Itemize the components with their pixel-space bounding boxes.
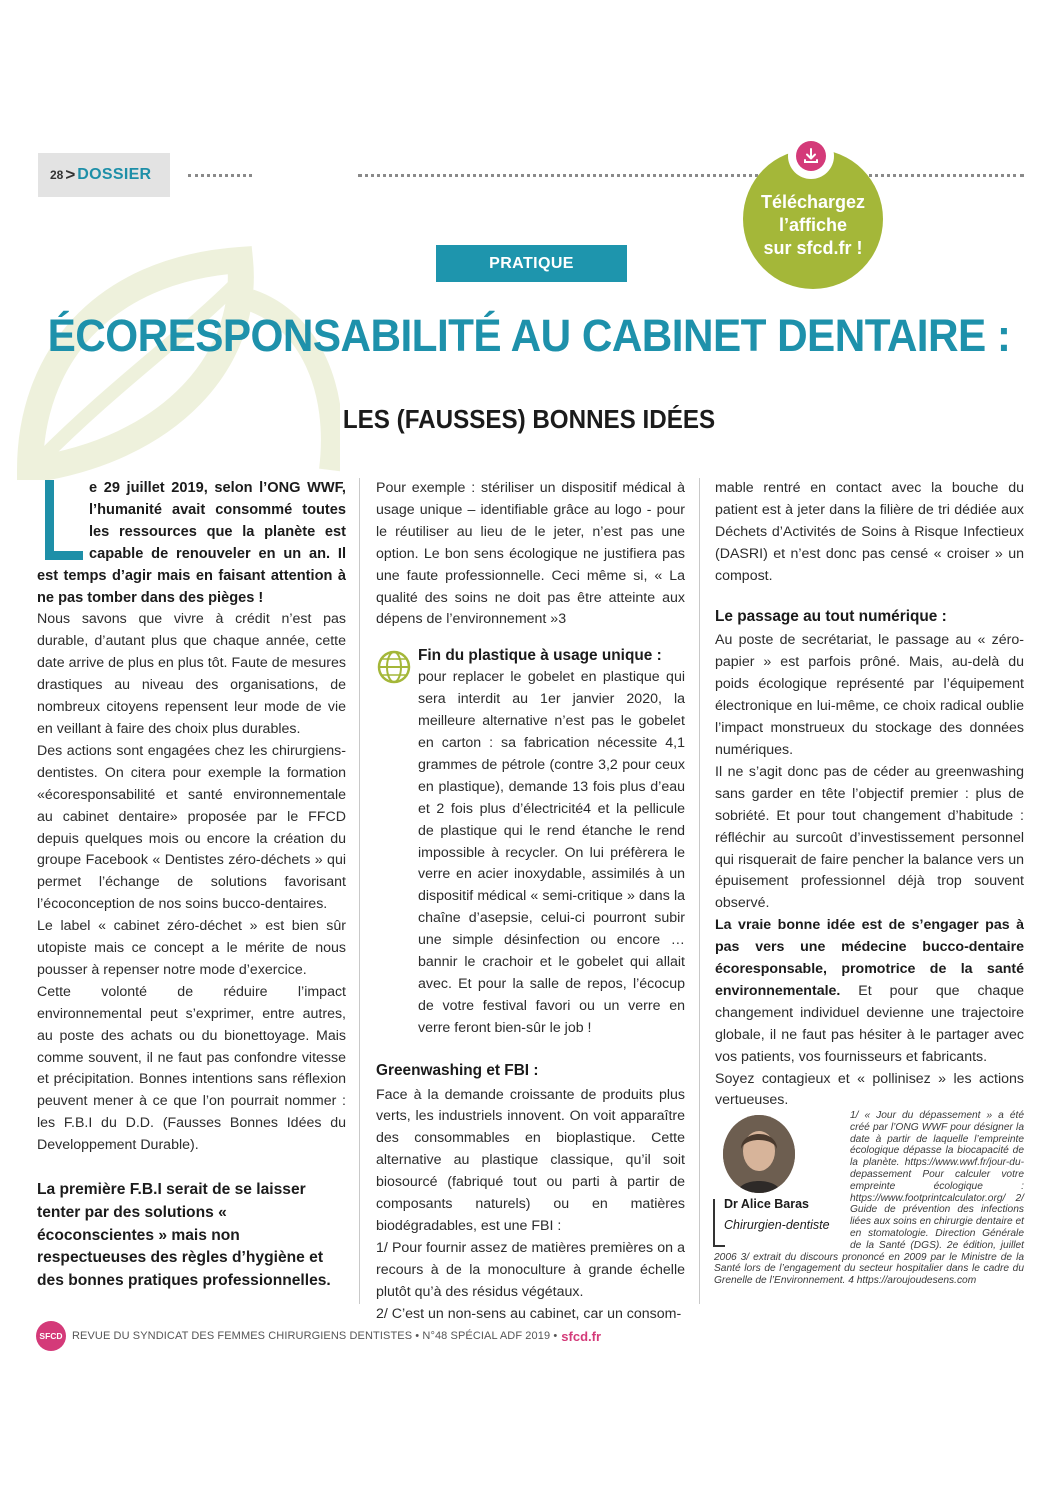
- highlight-paragraph: La première F.B.I serait de se laisser tenter par des solutions « écoconscientes » mais non respectueuses des règles d’hygiène et des bonnes pratiques professionnelles.: [37, 1181, 331, 1290]
- sfcd-logo: SFCD: [36, 1321, 66, 1351]
- dropcap-letter-l: [37, 480, 83, 565]
- badge-line-3: sur sfcd.fr !: [763, 237, 863, 258]
- footnotes: [714, 1110, 1024, 1287]
- page-number: 28: [50, 168, 64, 182]
- paragraph-continuation: Et pour que chaque changement individuel devienne une trajectoire globale, il ne faut pas hésiter à le partager avec vos patients, vos fournisseurs et fabricants.: [715, 982, 1024, 1065]
- globe-icon: [376, 649, 412, 685]
- footnotes-text: 1/ « Jour du dépassement » a été créé par l’ONG WWF pour désigner la date à partir de laquelle l’empreinte écologique dépasse la biocapacité de la planète. https://www.wwf.fr/jour-du-depassement Pour calculer votre empreinte écologique : https://www.footprintcalculator.org/ 2/ Guide de prévention des infections liées aux soins en chirurgie dentaire et en stomatologie. Direction Générale de la Santé (DGS). 2e édition, juillet 2006 3/ extrait du discours prononcé en 2009 par le Ministre de la Santé lors de l’engagement du secteur hospitalier dans le cadre du Grenelle de l’Environnement. 4 https://aroujoudesens.com: [714, 1110, 1024, 1287]
- section-heading: Greenwashing et FBI :: [376, 1061, 539, 1079]
- header-dots-left: [188, 174, 252, 177]
- intro-paragraph: e 29 juillet 2019, selon l’ONG WWF, l’humanité avait consommé toutes les ressources que la planète est capable de renouveler en un an. Il est temps d’agir mais en faisant attention à ne pas tomber dans des pièges !: [37, 480, 346, 606]
- column-2: [376, 478, 685, 1326]
- author-role: Chirurgien-dentiste: [724, 1218, 830, 1232]
- paragraph: Il ne s’agit donc pas de céder au greenwashing sans garder en tête l’objectif premier : plus de sobriété. Et pour tout changement d’habitude : réfléchir au surcoût d’investissement personnel qui risquerait de faire pencher la balance vers un épuisement professionnel déjà trop souvent observé.: [715, 763, 1024, 912]
- column-3: [715, 478, 1024, 1112]
- paragraph: Soyez contagieux et « pollinisez » les actions vertueuses.: [715, 1070, 1024, 1109]
- paragraph: 2/ C’est un non-sens au cabinet, car un consom-: [376, 1305, 682, 1322]
- column-divider: [699, 478, 700, 1304]
- column-divider: [359, 478, 360, 1304]
- header-dots-right: [358, 174, 1024, 177]
- category-label: PRATIQUE: [436, 245, 627, 282]
- download-icon[interactable]: [788, 133, 834, 179]
- paragraph: Des actions sont engagées chez les chirurgiens-dentistes. On citera pour exemple la formation «écoresponsabilité et santé environnementale au cabinet dentaire» proposée par le FFCD depuis quelques mois ou encore la création du groupe Facebook « Dentistes zéro-déchets » qui permet l’échange de solutions favorisant l’écoconception de nos soins bucco-dentaires.: [37, 742, 346, 913]
- footer-text: REVUE DU SYNDICAT DES FEMMES CHIRURGIENS DENTISTES • N°48 SPÉCIAL ADF 2019 •: [72, 1330, 558, 1342]
- paragraph: Au poste de secrétariat, le passage au « zéro-papier » est parfois prôné. Mais, au-delà du poids écologique représenté par l’équipement électronique en lui-même, ce choix radical oublie l’impact monstrueux du stockage des données numériques.: [715, 632, 1024, 758]
- section-heading: Le passage au tout numérique :: [715, 607, 947, 625]
- paragraph: pour replacer le gobelet en plastique qui sera interdit au 1er janvier 2020, la meilleure alternative n’est pas le gobelet en carton : sa fabrication nécessite 4,1 grammes de pétrole (contre 3,2 pour ceux en plastique), demande 13 fois plus d’eau et 2 fois plus d’électricité4 et la pellicule de plastique qui le rend étanche le rend impossible à recycler. On lui préfèrera le verre en acier inoxydable, assimilés à un dispositif médical « semi-critique » dans la chaîne d’asepsie, celui-ci pourront subir une simple désinfection ou encore … bannir le crachoir et le gobelet qui allait avec. Et pour la salle de repos, l’écocup de votre festival favori ou un verre en verre feront bien-sûr le job !: [418, 669, 685, 1036]
- article-subtitle: LES (FAUSSES) BONNES IDÉES: [342, 404, 716, 434]
- paragraph: Le label « cabinet zéro-déchet » est bien sûr utopiste mais ce concept a le mérite de nous pousser à repenser notre mode d’exercice.: [37, 918, 346, 978]
- paragraph: Pour exemple : stériliser un dispositif médical à usage unique – identifiable grâce au logo - pour le réutiliser au lieu de le jeter, n’est pas une option. Le bon sens écologique ne justifiera pas une faute professionnelle. Ceci même si, « La qualité des soins ne doit pas être atteinte aux dépens de l’environnement »3: [376, 480, 685, 628]
- article-title: ÉCORESPONSABILITÉ AU CABINET DENTAIRE :: [47, 310, 1011, 361]
- badge-line-2: l’affiche: [778, 214, 848, 235]
- chevron-right-icon: >: [65, 165, 76, 184]
- page-footer: [36, 1321, 601, 1351]
- section-header: [38, 153, 170, 197]
- paragraph: [715, 915, 1024, 1068]
- footer-link[interactable]: sfcd.fr: [561, 1328, 602, 1344]
- badge-line-1: Téléchargez: [760, 191, 866, 212]
- paragraph: Face à la demande croissante de produits plus verts, les industriels innovent. On voit apparaître des consommables en bioplastique. Cette alternative au plastique classique, qu’il soit biosourcé (fabriqué tout ou parti à partir de composants naturels) ou en matières biodégradables, est une FBI :: [376, 1086, 685, 1234]
- paragraph: 1/ Pour fournir assez de matières premières on a recours à de la monoculture à grande échelle plutôt qu’à des résidus végétaux.: [376, 1239, 685, 1300]
- column-1: [37, 478, 346, 1293]
- paragraph: Nous savons que vivre à crédit n’est pas durable, d’autant plus que chaque année, cette date arrive de plus en plus tôt. Faute de mesures drastiques au niveau des organisations, de nombreux citoyens repensent leur mode de vie en veillant à faire des choix plus durables.: [37, 611, 346, 737]
- section-label: DOSSIER: [77, 166, 152, 183]
- paragraph: mable rentré en contact avec la bouche du patient est à jeter dans la filière de tri dédiée aux Déchets d’Activités de Soins à Risque Infectieux (DASRI) et n’est donc pas censé « croiser » un compost.: [715, 480, 1024, 584]
- bold-statement: La vraie bonne idée est de s’engager pas à pas vers une médecine bucco-dentaire écoresponsable, promotrice de la santé environnementale.: [715, 917, 1024, 999]
- section-heading: Fin du plastique à usage unique :: [418, 647, 662, 665]
- paragraph: Cette volonté de réduire l’impact environnemental peut s’exprimer, entre autres, au poste des achats ou du bionettoyage. Mais comme souvent, il ne faut pas confondre vitesse et précipitation. Bonnes intentions sans réflexion peuvent mener à ce que l’on pourrait nommer : les F.B.I du D.D. (Fausses Bonnes Idées du Developpement Durable).: [37, 983, 346, 1154]
- author-name: Dr Alice Baras: [724, 1197, 809, 1211]
- plastic-section: [376, 645, 685, 1039]
